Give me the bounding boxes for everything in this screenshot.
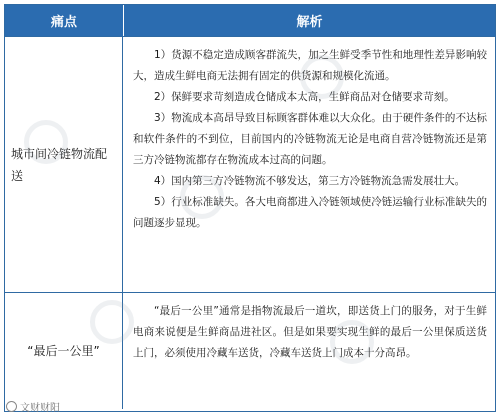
- pain-point-cell: [5, 293, 123, 409]
- header-analysis: 解析: [296, 15, 323, 30]
- analysis-item: “最后一公里”通常是指物流最后一道坎，即送货上门的服务，对于生鲜电商来说便是生鲜商品进社区。但是如果要实现生鲜的最后一公里保质送货上门，必须使用冷藏车送货，冷藏车送货上门成本十分高昂。: [133, 305, 487, 359]
- analysis-item: 2）保鲜要求苛刻造成仓储成本太高，生鲜商品对仓储要求苛刻。: [154, 91, 455, 103]
- pain-point-cell: [5, 37, 123, 292]
- pain-point-table: [4, 4, 496, 412]
- header-pain-point: 痛点: [5, 5, 124, 36]
- source-credit: [6, 399, 60, 414]
- table-row: [5, 36, 495, 292]
- analysis-item: 1）货源不稳定造成顾客群流失，加之生鲜受季节性和地理性差异影响较大，造成生鲜电商无法拥有固定的供货源和规模化流通。: [133, 49, 487, 82]
- source-credit-text: 文财财阳: [20, 403, 60, 414]
- analysis-item: 5）行业标准缺失。各大电商都进入冷链领域使冷链运输行业标准缺失的问题逐步显现。: [133, 196, 487, 229]
- pain-point-label: 城市间冷链物流配送: [11, 146, 108, 183]
- pain-point-label: “最后一公里”: [27, 344, 100, 358]
- table-header: [5, 5, 495, 36]
- table-row: [5, 292, 495, 409]
- analysis-cell: [123, 293, 495, 409]
- analysis-item: 3）物流成本高昂导致目标顾客群体难以大众化。由于硬件条件的不达标和软件条件的不到位，目前国内的冷链物流无论是电商自营冷链物流还是第三方冷链物流都存在物流成本过高的问题。: [133, 112, 487, 166]
- analysis-cell: [123, 37, 495, 292]
- analysis-item: 4）国内第三方冷链物流不够发达，第三方冷链物流急需发展壮大。: [154, 175, 466, 187]
- source-logo-icon: [6, 401, 17, 412]
